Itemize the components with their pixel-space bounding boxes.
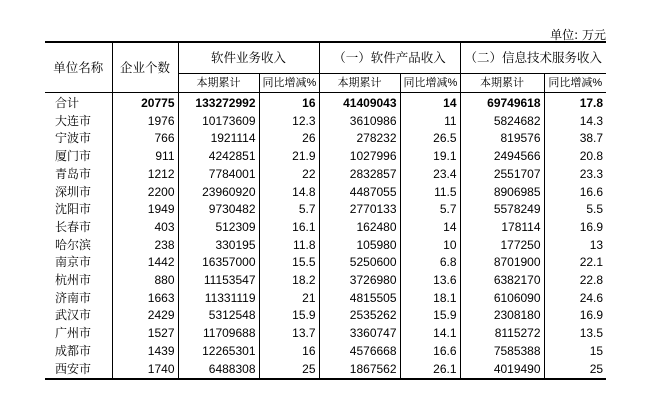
product-yoy-cell: 26.1 bbox=[400, 361, 460, 380]
city-name-cell: 广州市 bbox=[55, 326, 92, 341]
enterprise-count-cell: 1740 bbox=[112, 361, 178, 380]
service-yoy-cell: 20.8 bbox=[544, 148, 606, 166]
product-yoy-cell: 14 bbox=[400, 93, 460, 113]
product-cumulative-cell: 2832857 bbox=[319, 166, 400, 184]
enterprise-count-cell: 2429 bbox=[112, 307, 178, 325]
software-yoy-cell: 5.7 bbox=[259, 201, 319, 219]
software-cumulative-cell: 9730482 bbox=[178, 201, 259, 219]
service-cumulative-cell: 4019490 bbox=[460, 361, 544, 380]
product-yoy-cell: 14 bbox=[400, 219, 460, 237]
product-yoy-cell: 5.7 bbox=[400, 201, 460, 219]
table-row bbox=[45, 290, 606, 308]
software-cumulative-cell: 23960920 bbox=[178, 184, 259, 202]
service-yoy-cell: 22.8 bbox=[544, 272, 606, 290]
software-cumulative-cell: 1921114 bbox=[178, 130, 259, 148]
table-row bbox=[45, 166, 606, 184]
city-name-cell: 沈阳市 bbox=[55, 202, 92, 217]
service-cumulative-cell: 2308180 bbox=[460, 307, 544, 325]
service-cumulative-cell: 8115272 bbox=[460, 325, 544, 343]
product-yoy-cell: 11.5 bbox=[400, 184, 460, 202]
total-row bbox=[45, 93, 606, 113]
product-yoy-cell: 26.5 bbox=[400, 130, 460, 148]
software-cumulative-cell: 6488308 bbox=[178, 361, 259, 380]
product-cumulative-cell: 3360747 bbox=[319, 325, 400, 343]
software-yoy-cell: 12.3 bbox=[259, 113, 319, 131]
service-yoy-cell: 22.1 bbox=[544, 254, 606, 272]
city-name-cell: 青岛市 bbox=[55, 166, 92, 181]
software-cumulative-cell: 16357000 bbox=[178, 254, 259, 272]
enterprise-count-cell: 1212 bbox=[112, 166, 178, 184]
software-yoy-cell: 22 bbox=[259, 166, 319, 184]
unit-label: 单位: 万元 bbox=[550, 28, 606, 42]
table-row bbox=[45, 254, 606, 272]
service-cumulative-cell: 6106090 bbox=[460, 290, 544, 308]
enterprise-count-cell: 766 bbox=[112, 130, 178, 148]
table-row bbox=[45, 184, 606, 202]
product-cumulative-cell: 1027996 bbox=[319, 148, 400, 166]
software-yoy-cell: 21.9 bbox=[259, 148, 319, 166]
header-software-yoy: 同比增减% bbox=[259, 74, 319, 93]
enterprise-count-cell: 1949 bbox=[112, 201, 178, 219]
table-row bbox=[45, 237, 606, 255]
city-name-cell: 西安市 bbox=[45, 361, 112, 380]
table-row bbox=[45, 201, 606, 219]
table-row bbox=[45, 343, 606, 361]
header-product-cumulative: 本期累计 bbox=[319, 74, 400, 93]
service-cumulative-cell: 2494566 bbox=[460, 148, 544, 166]
enterprise-count-cell: 1442 bbox=[112, 254, 178, 272]
service-yoy-cell: 16.9 bbox=[544, 307, 606, 325]
software-yoy-cell: 16 bbox=[259, 93, 319, 113]
product-cumulative-cell: 4815505 bbox=[319, 290, 400, 308]
software-yoy-cell: 13.7 bbox=[259, 325, 319, 343]
service-yoy-cell: 24.6 bbox=[544, 290, 606, 308]
header-count: 企业个数 bbox=[112, 42, 178, 93]
product-yoy-cell: 23.4 bbox=[400, 166, 460, 184]
table-row bbox=[45, 148, 606, 166]
enterprise-count-cell: 1976 bbox=[112, 113, 178, 131]
product-cumulative-cell: 162480 bbox=[319, 219, 400, 237]
table-row bbox=[45, 113, 606, 131]
software-cumulative-cell: 11331119 bbox=[178, 290, 259, 308]
city-name-cell: 南京市 bbox=[55, 255, 92, 270]
service-cumulative-cell: 819576 bbox=[460, 130, 544, 148]
table-row bbox=[45, 307, 606, 325]
software-yoy-cell: 26 bbox=[259, 130, 319, 148]
city-name-cell: 哈尔滨 bbox=[55, 237, 92, 252]
header-name: 单位名称 bbox=[45, 42, 112, 93]
product-yoy-cell: 15.9 bbox=[400, 307, 460, 325]
software-yoy-cell: 16 bbox=[259, 343, 319, 361]
product-yoy-cell: 18.1 bbox=[400, 290, 460, 308]
header-service-cumulative: 本期累计 bbox=[460, 74, 544, 93]
city-name-cell: 杭州市 bbox=[55, 273, 92, 288]
software-cumulative-cell: 133272992 bbox=[178, 93, 259, 113]
service-cumulative-cell: 5824682 bbox=[460, 113, 544, 131]
product-yoy-cell: 14.1 bbox=[400, 325, 460, 343]
service-cumulative-cell: 2551707 bbox=[460, 166, 544, 184]
enterprise-count-cell: 911 bbox=[112, 148, 178, 166]
enterprise-count-cell: 880 bbox=[112, 272, 178, 290]
software-cumulative-cell: 512309 bbox=[178, 219, 259, 237]
software-yoy-cell: 15.9 bbox=[259, 307, 319, 325]
header-software-cumulative: 本期累计 bbox=[178, 74, 259, 93]
header-software: 软件业务收入 bbox=[178, 42, 319, 74]
service-yoy-cell: 16.9 bbox=[544, 219, 606, 237]
product-cumulative-cell: 105980 bbox=[319, 237, 400, 255]
product-cumulative-cell: 1867562 bbox=[319, 361, 400, 380]
service-yoy-cell: 5.5 bbox=[544, 201, 606, 219]
table-row bbox=[45, 272, 606, 290]
service-cumulative-cell: 177250 bbox=[460, 237, 544, 255]
software-yoy-cell: 16.1 bbox=[259, 219, 319, 237]
service-yoy-cell: 25 bbox=[544, 361, 606, 380]
service-cumulative-cell: 8906985 bbox=[460, 184, 544, 202]
service-cumulative-cell: 6382170 bbox=[460, 272, 544, 290]
city-name-cell: 大连市 bbox=[55, 113, 92, 128]
product-cumulative-cell: 5250600 bbox=[319, 254, 400, 272]
product-cumulative-cell: 3610986 bbox=[319, 113, 400, 131]
city-name-cell: 武汉市 bbox=[55, 308, 92, 323]
software-yoy-cell: 15.5 bbox=[259, 254, 319, 272]
table-row bbox=[45, 219, 606, 237]
product-cumulative-cell: 2770133 bbox=[319, 201, 400, 219]
city-name-cell: 合计 bbox=[55, 96, 80, 110]
service-yoy-cell: 13.5 bbox=[544, 325, 606, 343]
service-yoy-cell: 14.3 bbox=[544, 113, 606, 131]
software-cumulative-cell: 11709688 bbox=[178, 325, 259, 343]
header-product: （一）软件产品收入 bbox=[319, 42, 460, 74]
product-cumulative-cell: 41409043 bbox=[319, 93, 400, 113]
software-cumulative-cell: 5312548 bbox=[178, 307, 259, 325]
city-name-cell: 成都市 bbox=[55, 343, 92, 358]
service-cumulative-cell: 69749618 bbox=[460, 93, 544, 113]
service-yoy-cell: 13 bbox=[544, 237, 606, 255]
product-yoy-cell: 19.1 bbox=[400, 148, 460, 166]
software-yoy-cell: 21 bbox=[259, 290, 319, 308]
enterprise-count-cell: 1663 bbox=[112, 290, 178, 308]
product-cumulative-cell: 4576668 bbox=[319, 343, 400, 361]
software-cumulative-cell: 330195 bbox=[178, 237, 259, 255]
software-yoy-cell: 14.8 bbox=[259, 184, 319, 202]
enterprise-count-cell: 1439 bbox=[112, 343, 178, 361]
product-yoy-cell: 13.6 bbox=[400, 272, 460, 290]
service-cumulative-cell: 5578249 bbox=[460, 201, 544, 219]
software-yoy-cell: 18.2 bbox=[259, 272, 319, 290]
product-cumulative-cell: 4487055 bbox=[319, 184, 400, 202]
header-product-yoy: 同比增减% bbox=[400, 74, 460, 93]
header-row-main bbox=[45, 42, 606, 74]
city-name-cell: 宁波市 bbox=[55, 131, 92, 146]
table-body bbox=[45, 93, 606, 380]
header-service-yoy: 同比增减% bbox=[544, 74, 606, 93]
service-yoy-cell: 38.7 bbox=[544, 130, 606, 148]
city-name-cell: 济南市 bbox=[55, 290, 92, 305]
city-name-cell: 厦门市 bbox=[55, 149, 92, 164]
service-yoy-cell: 17.8 bbox=[544, 93, 606, 113]
table-row bbox=[45, 361, 606, 380]
table-row bbox=[45, 325, 606, 343]
enterprise-count-cell: 2200 bbox=[112, 184, 178, 202]
enterprise-count-cell: 403 bbox=[112, 219, 178, 237]
city-name-cell: 长春市 bbox=[55, 219, 92, 234]
city-name-cell: 深圳市 bbox=[55, 184, 92, 199]
enterprise-count-cell: 238 bbox=[112, 237, 178, 255]
software-cumulative-cell: 12265301 bbox=[178, 343, 259, 361]
product-yoy-cell: 11 bbox=[400, 113, 460, 131]
service-cumulative-cell: 178114 bbox=[460, 219, 544, 237]
table-row bbox=[45, 130, 606, 148]
software-cumulative-cell: 7784001 bbox=[178, 166, 259, 184]
enterprise-count-cell: 1527 bbox=[112, 325, 178, 343]
header-service: （二）信息技术服务收入 bbox=[460, 42, 606, 74]
software-cumulative-cell: 10173609 bbox=[178, 113, 259, 131]
software-revenue-table bbox=[45, 41, 606, 380]
product-yoy-cell: 10 bbox=[400, 237, 460, 255]
software-cumulative-cell: 4242851 bbox=[178, 148, 259, 166]
service-yoy-cell: 15 bbox=[544, 343, 606, 361]
product-yoy-cell: 16.6 bbox=[400, 343, 460, 361]
enterprise-count-cell: 20775 bbox=[112, 93, 178, 113]
service-cumulative-cell: 7585388 bbox=[460, 343, 544, 361]
service-yoy-cell: 23.3 bbox=[544, 166, 606, 184]
product-cumulative-cell: 3726980 bbox=[319, 272, 400, 290]
service-yoy-cell: 16.6 bbox=[544, 184, 606, 202]
product-yoy-cell: 6.8 bbox=[400, 254, 460, 272]
software-cumulative-cell: 11153547 bbox=[178, 272, 259, 290]
product-cumulative-cell: 278232 bbox=[319, 130, 400, 148]
software-yoy-cell: 25 bbox=[259, 361, 319, 380]
service-cumulative-cell: 8701900 bbox=[460, 254, 544, 272]
product-cumulative-cell: 2535262 bbox=[319, 307, 400, 325]
software-yoy-cell: 11.8 bbox=[259, 237, 319, 255]
